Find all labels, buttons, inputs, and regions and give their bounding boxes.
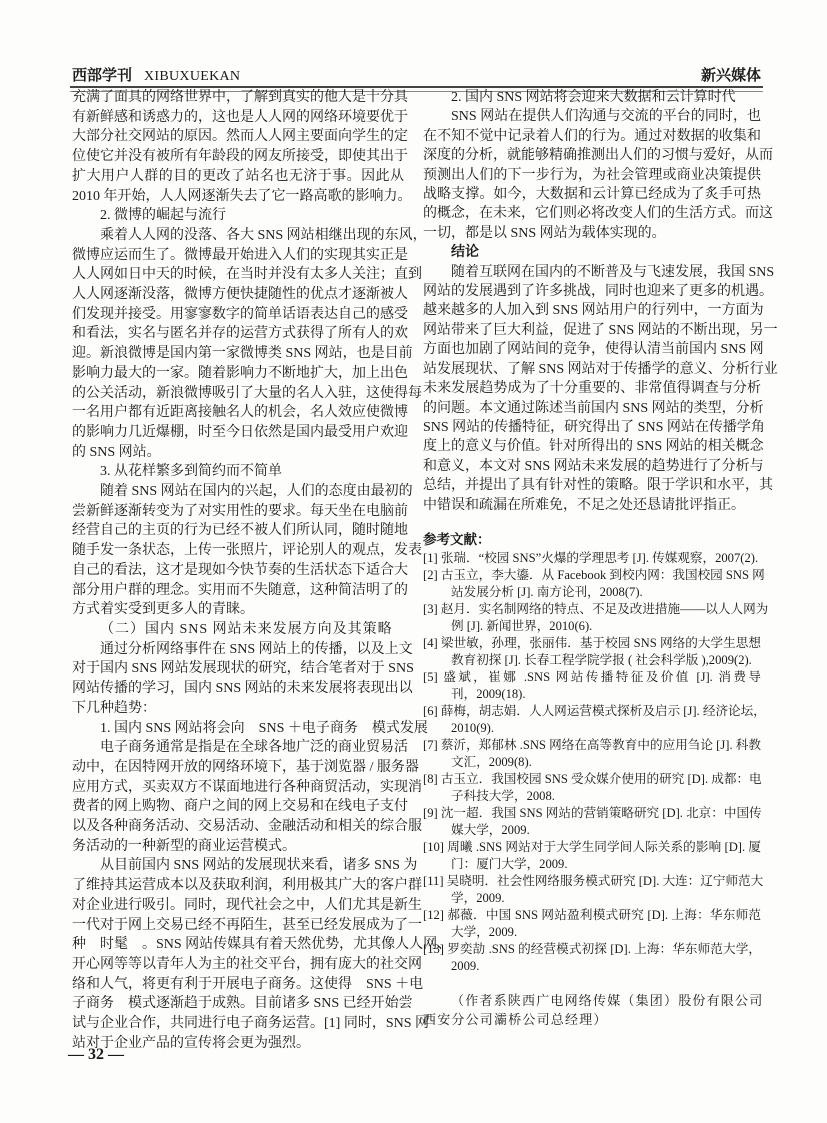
text-line: 网站带来了巨大利益，促进了 SNS 网站的不断出现，另一 <box>423 322 778 338</box>
paragraph <box>72 738 422 856</box>
text-line: 大部分社交网站的原因。然而人人网主要面向学生的定 <box>72 129 408 145</box>
text-line: （二）国内 SNS 网站未来发展方向及其策略 <box>100 621 393 637</box>
reference-line: 站发展分析 [J]. 南方论刊，2008(7). <box>451 585 643 599</box>
text-line: SNS 网站的传播特征，研究得出了 SNS 网站在传播学角 <box>423 419 765 435</box>
text-line: 人人网如日中天的时候，在当时并没有太多人关注；直到 <box>72 267 422 283</box>
text-line: 未来发展趋势成为了十分重要的、非常值得调查与分析 <box>423 381 761 397</box>
text-line: 位使它并没有被所有年龄段的网友所接受，即使其出于 <box>72 149 408 165</box>
reference-line: 子科技大学，2008. <box>451 789 555 803</box>
text-line: 一切，都是以 SNS 网站为载体实现的。 <box>423 225 666 241</box>
text-line: 试与企业合作，共同进行电子商务运营。[1] 同时，SNS 网 <box>72 1016 430 1032</box>
text-line: 扩大用户人群的目的更改了站名也无济于事。因此从 <box>72 168 404 184</box>
text-line: 战略支撑。如今，大数据和云计算已经成为了炙手可热 <box>423 187 761 203</box>
text-line: 络和人气，将更有利于开展电子商务。这使得 SNS ＋电 <box>72 976 424 992</box>
text-line: 部分用户群的理念。实用而不失随意，这种简洁明了的 <box>72 582 408 598</box>
reference-line: 大学，2009. <box>451 925 518 939</box>
text-line: 站对于企业产品的宣传将会更为强烈。 <box>72 1035 310 1051</box>
text-line: 人人网逐渐没落，微博方便快捷随性的优点才逐渐被人 <box>72 287 408 303</box>
running-header-journal <box>72 64 240 85</box>
reference-line: [2] 古玉立，李大鎏．从 Facebook 到校内网：我国校园 SNS 网 <box>423 568 765 582</box>
text-line: 2010 年开始，人人网逐渐失去了它一路高歌的影响力。 <box>72 188 412 204</box>
text-line: 经营自己的主页的行为已经不被人们所认同，随时随地 <box>72 523 408 539</box>
reference-line: [6] 薛梅，胡志娟．人人网运营模式探析及启示 [J]. 经济论坛， <box>423 704 766 718</box>
text-line: 预测出人们的下一步行为，为社会管理或商业决策提供 <box>423 167 761 183</box>
reference-item <box>423 567 765 601</box>
text-line: 随手发一条状态，上传一张照片，评论别人的观点，发表 <box>72 543 422 559</box>
text-line: 随着互联网在国内的不断普及与飞速发展，我国 SNS <box>451 264 775 280</box>
text-line: 2. 国内 SNS 网站将会迎来大数据和云计算时代 <box>451 90 736 105</box>
text-line: 下几种趋势： <box>72 700 156 716</box>
text-line: 通过分析网络事件在 SNS 网站上的传播，以及上文 <box>100 641 413 657</box>
reference-list <box>423 550 769 975</box>
reference-item <box>423 941 761 975</box>
text-line: 3. 从花样繁多到简约而不简单 <box>100 464 282 480</box>
reference-line: 学，2009. <box>451 891 505 905</box>
reference-item <box>423 635 761 669</box>
reference-line: 媒大学，2009. <box>451 823 530 837</box>
text-line: 了维持其运营成本以及获取利润，利用极其广大的客户群 <box>72 878 422 894</box>
text-line: 乘着人人网的没落、各大 SNS 网站相继出现的东风， <box>100 227 427 243</box>
reference-line: [11] 吴晓明．社会性网络服务模式研究 [D]. 大连：辽宁师范大 <box>423 874 764 888</box>
text-line: 站发展现状、了解 SNS 网站对于传播学的意义、分析行业 <box>423 361 778 377</box>
text-line: 务活动的一种新型的商业运营模式。 <box>72 838 296 854</box>
reference-line: [8] 古玉立．我国校园 SNS 受众媒介使用的研究 [D]. 成都：电 <box>423 772 762 786</box>
journal-name-cn: 西部学刊 <box>72 66 133 84</box>
text-line: 方式着实受到更多人的青睐。 <box>72 602 254 618</box>
paragraph <box>72 640 414 719</box>
text-line: 随着 SNS 网站在国内的兴起，人们的态度由最初的 <box>100 484 413 500</box>
text-line: 费者的网上购物、商户之间的网上交易和在线电子支付 <box>72 799 408 815</box>
reference-item <box>423 873 764 907</box>
text-line: 的公关活动，新浪微博吸引了大量的名人入驻，这使得每 <box>72 385 422 401</box>
text-line: 充满了面具的网络世界中，了解到真实的他人是十分具 <box>72 90 408 105</box>
reference-line: [12] 郝薇．中国 SNS 网站盈利模式研究 [D]. 上海：华东师范 <box>423 908 761 922</box>
text-line: 结论 <box>451 244 479 261</box>
reference-line: [10] 周曦 .SNS 网站对于大学生同学间人际关系的影响 [D]. 厦 <box>423 840 761 854</box>
section-heading <box>423 88 761 107</box>
text-line: SNS 网站在提供人们沟通与交流的平台的同时，也 <box>451 109 761 125</box>
text-line: 影响力最大的一家。随着影响力不断地扩大，加上出色 <box>72 365 408 381</box>
author-note-line: （作者系陕西广电网络传媒（集团）股份有限公司 <box>451 993 764 1008</box>
reference-line: 门：厦门大学，2009. <box>451 857 568 871</box>
references <box>423 530 769 975</box>
reference-item <box>423 771 761 805</box>
text-line: 自己的看法，这才是现如今快节奏的生活状态下适合大 <box>72 562 408 578</box>
paragraph <box>423 263 778 515</box>
page-number: — 32 — <box>68 1046 124 1063</box>
text-line: 中错误和疏漏在所难免，不足之处还恳请批评指正。 <box>423 497 745 513</box>
text-line: 的概念，在未来，它们则必将改变人们的生活方式。而这 <box>423 206 773 222</box>
reference-item <box>423 839 761 873</box>
text-line: 有新鲜感和诱惑力的，这也是人人网的网络环境要优于 <box>72 109 408 125</box>
reference-item <box>423 550 761 567</box>
text-line: 种 时髦 。SNS 网站传媒具有着天然优势，尤其像人人网、 <box>72 937 452 953</box>
text-line: 2. 微博的崛起与流行 <box>100 208 226 224</box>
reference-line: 文汇，2009(8). <box>451 755 532 769</box>
text-line: 的影响力几近爆棚，时至今日依然是国内最受用户欢迎 <box>72 424 408 440</box>
reference-line: 2009. <box>451 959 480 973</box>
paragraph <box>72 482 422 620</box>
reference-line: [1] 张瑞．“校园 SNS”火爆的学理思考 [J]. 传媒观察，2007(2). <box>423 551 759 565</box>
text-line: 深度的分析，就能够精确推测出人们的习惯与爱好，从而 <box>423 148 773 164</box>
paragraph <box>72 88 412 206</box>
reference-line: [3] 赵月．实名制网络的特点、不足及改进措施——以人人网为 <box>423 602 769 616</box>
text-line: 一代对于网上交易已经不再陌生，甚至已经发展成为了一 <box>72 917 422 933</box>
text-line: 动中，在因特网开放的网络环境下，基于浏览器 / 服务器 <box>72 759 419 775</box>
right-column <box>423 88 778 515</box>
reference-item <box>423 703 766 737</box>
text-line: 迎。新浪微博是国内第一家微博类 SNS 网站，也是目前 <box>72 346 413 362</box>
text-line: 开心网等等以青年人为主的社交平台，拥有庞大的社交网 <box>72 956 422 972</box>
reference-line: [5] 盛斌，崔娜 .SNS 网站传播特征及价值 [J]. 消费导 <box>423 670 761 684</box>
reference-item <box>423 907 761 941</box>
section-heading <box>72 462 404 482</box>
text-line: 对于国内 SNS 网站发展现状的研究，结合笔者对于 SNS <box>72 661 414 677</box>
text-line: 的问题。本文通过陈述当前国内 SNS 网站的类型，分析 <box>423 400 764 416</box>
text-line: 网站的发展遇到了许多挑战，同时也迎来了更多的机遇。 <box>423 284 773 300</box>
reference-item <box>423 669 761 703</box>
author-note-line: 西安分公司灞桥公司总经理） <box>423 1012 608 1027</box>
reference-line: 例 [J]. 新闻世界，2010(6). <box>451 619 593 633</box>
left-column <box>72 88 452 1053</box>
paragraph <box>423 107 773 243</box>
text-line: 在不知不觉中记录着人们的行为。通过对数据的收集和 <box>423 128 761 144</box>
text-line: 对企业进行吸引。同时，现代社会之中，人们尤其是新生 <box>72 897 422 913</box>
reference-line: [7] 蔡沂，郑郁林 .SNS 网络在高等教育中的应用刍论 [J]. 科教 <box>423 738 761 752</box>
text-line: 子商务 模式逐渐趋于成熟。目前诸多 SNS 已经开始尝 <box>72 996 413 1012</box>
text-line: 的 SNS 网站。 <box>72 444 161 460</box>
reference-line: [13] 罗奕劼 .SNS 的经营模式初探 [D]. 上海：华东师范大学， <box>423 942 761 956</box>
paragraph <box>72 226 427 462</box>
text-line: 和意义，本文对 SNS 网站未来发展的趋势进行了分析与 <box>423 458 764 474</box>
reference-item <box>423 737 761 771</box>
text-line: 网站传播的学习，国内 SNS 网站的未来发展将表现出以 <box>72 681 413 697</box>
text-line: 和看法，实名与匿名并存的运营方式获得了所有人的欢 <box>72 326 408 342</box>
text-line: 应用方式，买卖双方不谋面地进行各种商贸活动，实现消 <box>72 779 422 795</box>
author-note <box>423 991 764 1029</box>
text-line: 越来越多的人加入到 SNS 网站用户的行列中，一方面为 <box>423 303 764 319</box>
text-line: 们发现并接受。用寥寥数字的简单话语表达自己的感受 <box>72 306 408 322</box>
reference-line: 刊，2009(18). <box>451 687 526 701</box>
references-title: 参考文献： <box>423 532 491 548</box>
reference-item <box>423 601 769 635</box>
text-line: 总结，并提出了具有针对性的策略。限于学识和水平，其 <box>423 478 773 494</box>
text-line: 电子商务通常是指是在全球各地广泛的商业贸易活 <box>100 740 408 756</box>
text-line: 度上的意义与价值。针对所得出的 SNS 网站的相关概念 <box>423 439 764 455</box>
section-heading <box>72 206 404 226</box>
section-heading <box>72 620 404 640</box>
section-title: 新兴媒体 <box>700 66 761 84</box>
reference-line: 教育初探 [J]. 长春工程学院学报 ( 社会科学版 ),2009(2). <box>451 653 752 667</box>
reference-item <box>423 805 761 839</box>
paragraph <box>72 856 452 1053</box>
text-line: 尝新鲜逐渐转变为了对实用性的要求。每天坐在电脑前 <box>72 503 408 519</box>
section-heading <box>72 719 428 739</box>
text-line: 微博应运而生了。微博最开始进入人们的实现其实正是 <box>72 247 408 263</box>
text-line: 从目前国内 SNS 网站的发展现状来看，诸多 SNS 为 <box>100 858 418 874</box>
text-line: 方面也加剧了网站间的竞争，使得认清当前国内 SNS 网 <box>423 342 764 358</box>
journal-name-en: XIBUXUEKAN <box>144 69 241 84</box>
reference-line: 2010(9). <box>451 721 495 735</box>
reference-line: [9] 沈一超．我国 SNS 网站的营销策略研究 [D]. 北京：中国传 <box>423 806 762 820</box>
reference-line: [4] 梁世敏，孙理，张丽伟．基于校园 SNS 网络的大学生思想 <box>423 636 761 650</box>
text-line: 以及各种商务活动、交易活动、金融活动和相关的综合服 <box>72 819 422 835</box>
section-heading <box>423 243 761 262</box>
text-line: 1. 国内 SNS 网站将会向 SNS ＋电子商务 模式发展 <box>100 720 428 736</box>
text-line: 一名用户都有近距离接触名人的机会，名人效应使微博 <box>72 405 408 421</box>
